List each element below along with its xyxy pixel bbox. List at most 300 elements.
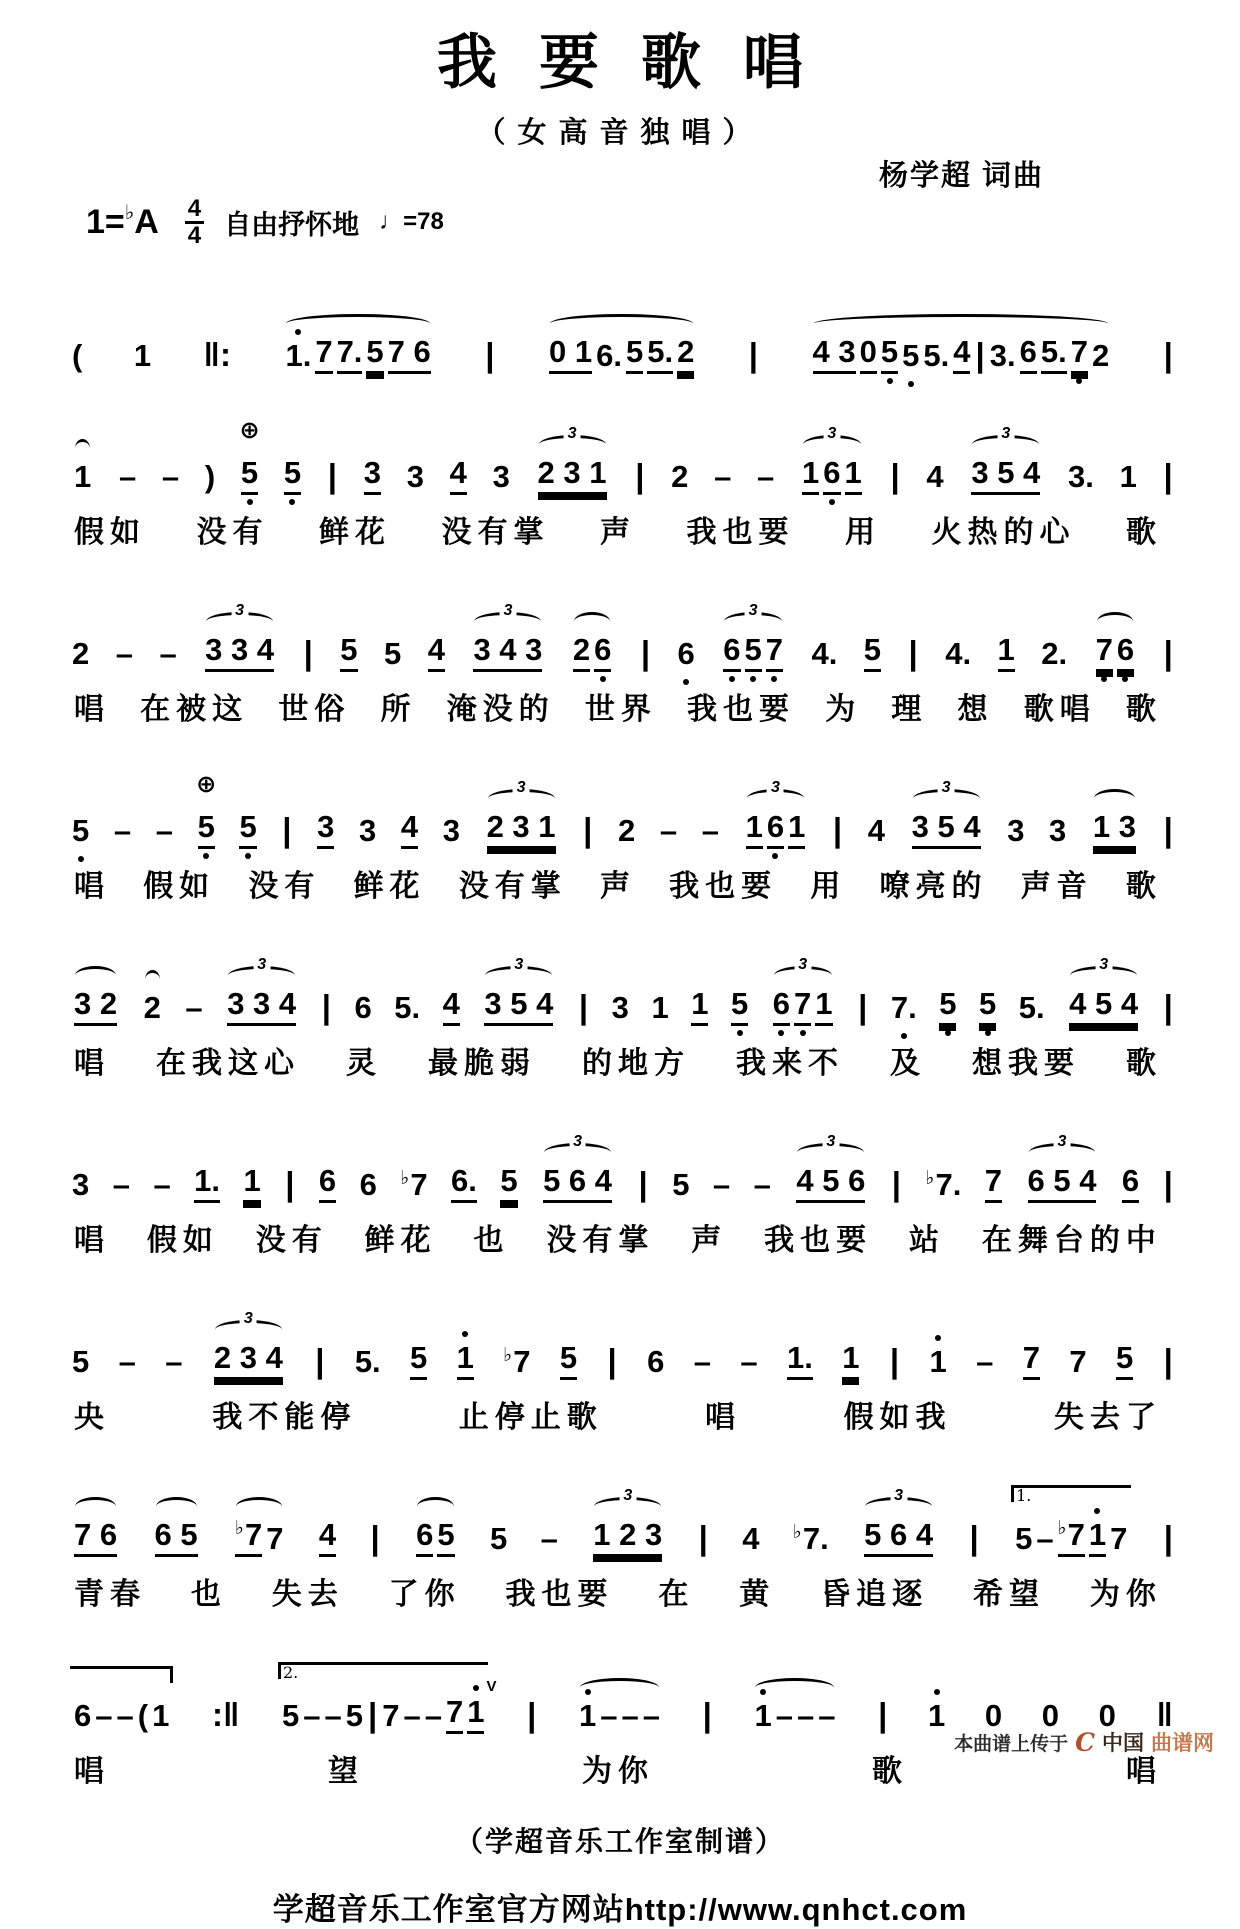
note-token: 7: [766, 632, 783, 672]
triplet-group: [721, 602, 785, 672]
note-token: 3 4 3: [473, 632, 542, 672]
note-token: –: [976, 1344, 994, 1380]
note-token: 1 3: [1093, 809, 1136, 849]
note-token: 5: [366, 334, 383, 374]
lyrics-row: [74, 1215, 1162, 1259]
note-token: –: [1036, 1521, 1054, 1557]
lyric-syllable: 在舞台的中: [981, 1224, 1162, 1257]
note-token: 0: [1098, 1698, 1116, 1734]
note-token: –: [159, 636, 177, 672]
lyric-syllable: 声: [691, 1224, 728, 1257]
lyric-syllable: 火热的心: [931, 516, 1076, 549]
note-token: –: [161, 459, 180, 495]
lyric-syllable: 站: [909, 1224, 945, 1257]
music-system: [70, 260, 1176, 374]
barline: |: [1163, 336, 1173, 374]
note-token: 4: [401, 809, 418, 849]
triplet-group: [910, 779, 983, 849]
note-token: 6: [773, 986, 790, 1026]
note-token: 5: [672, 1167, 690, 1203]
note-token: 5: [72, 813, 90, 849]
volta-group: [1013, 1486, 1129, 1557]
lyric-syllable: 歌唱: [1023, 693, 1096, 726]
barline: |: [1163, 1165, 1173, 1203]
volta-bracket: [278, 1662, 488, 1679]
note-token: 1: [998, 632, 1015, 672]
note-token: 7: [1096, 632, 1113, 672]
barline: |: [315, 1342, 325, 1380]
triplet-group: [794, 1133, 867, 1203]
triplet-number: 3: [822, 1134, 839, 1150]
note-token: 7: [985, 1163, 1002, 1203]
music-system: [70, 1266, 1176, 1436]
note-token: 2 3 4: [214, 1340, 283, 1380]
notes-row: [70, 1443, 1176, 1557]
note-token: –: [714, 459, 732, 495]
lyric-syllable: 了你: [388, 1578, 461, 1611]
notes-row: [70, 381, 1176, 495]
note-token: ): [204, 459, 216, 495]
lyric-syllable: 我也要: [505, 1578, 614, 1611]
note-token: 3: [611, 990, 629, 1026]
lyric-syllable: 想: [957, 693, 994, 726]
triplet-number: 3: [240, 1311, 257, 1327]
footer: [0, 1820, 1240, 1929]
note-token: –: [753, 1167, 771, 1203]
note-token: 2: [143, 990, 161, 1026]
lyric-syllable: 失去了: [1053, 1401, 1162, 1434]
lyric-syllable: 歌: [872, 1755, 908, 1788]
note-token: 6: [823, 455, 840, 495]
slur-arc: [580, 1678, 659, 1697]
note-token: 5: [902, 338, 920, 374]
note-token: 1: [845, 455, 862, 495]
barline: |: [878, 1696, 888, 1734]
triplet-group: [212, 1310, 285, 1380]
note-token: –: [153, 1167, 171, 1203]
note-token: 5: [1015, 1521, 1033, 1557]
note-token: 5: [1116, 1340, 1133, 1380]
note-token: 2: [617, 813, 636, 849]
note-token: 5.: [647, 334, 673, 374]
triplet-group: [862, 1487, 935, 1557]
expression-marking: 自由抒怀地: [224, 209, 360, 240]
lyric-syllable: 歌: [1125, 693, 1162, 726]
song-subtitle: （女高音独唱）: [476, 117, 764, 149]
volta-group: [72, 1698, 171, 1734]
slur-arc: [814, 314, 1109, 333]
music-system: [70, 1089, 1176, 1259]
time-signature: [185, 194, 204, 249]
lyric-syllable: 唱: [74, 1047, 110, 1080]
lyric-syllable: 为你: [582, 1755, 654, 1788]
lyric-syllable: 用: [845, 516, 881, 549]
slur-arc: [156, 1497, 197, 1516]
slur-arc: [755, 1678, 834, 1697]
note-token: 6 5 4: [1028, 1163, 1097, 1203]
note-token: –: [113, 813, 132, 849]
slur-group: [142, 990, 163, 1026]
note-token: 4 5 6: [796, 1163, 865, 1203]
lyric-syllable: 理: [891, 693, 928, 726]
lyric-syllable: 没有掌: [546, 1224, 655, 1257]
lyric-syllable: 没有掌: [458, 870, 567, 903]
note-token: 5: [626, 334, 643, 374]
notes-row: [70, 1089, 1176, 1203]
barline: |: [908, 634, 918, 672]
lyric-syllable: 没有: [255, 1224, 328, 1257]
lyric-syllable: 灵: [346, 1047, 382, 1080]
note-token: 1: [754, 1698, 772, 1734]
note-token: 2: [677, 334, 694, 374]
lyric-syllable: 希望: [973, 1578, 1045, 1611]
note-token: 2: [573, 632, 590, 672]
slur-group: [1094, 632, 1137, 672]
note-token: –: [424, 1698, 442, 1734]
lyric-syllable: 昏追逐: [820, 1578, 929, 1611]
triplet-number: 3: [499, 603, 516, 619]
note-token: 1.: [194, 1163, 220, 1203]
note-token: 4 3: [813, 334, 856, 374]
notes-row: [70, 558, 1176, 672]
note-token: 6.: [451, 1163, 477, 1203]
note-token: 3 5 4: [484, 986, 553, 1026]
note-token: –: [693, 1344, 711, 1380]
lyric-syllable: 青春: [74, 1578, 146, 1611]
lyric-syllable: 假如我: [843, 1401, 952, 1434]
note-token: 1: [842, 1340, 859, 1380]
lyrics-row: [74, 507, 1162, 551]
note-token: –: [115, 636, 133, 672]
lyric-syllable: 没有: [196, 516, 269, 549]
note-token: –: [403, 1698, 421, 1734]
note-token: –: [818, 1698, 836, 1734]
lyric-syllable: 假如: [74, 516, 146, 549]
triplet-number: 3: [794, 957, 811, 973]
lyrics-row: [74, 861, 1162, 905]
note-token: –: [621, 1698, 639, 1734]
triplet-number: 3: [745, 603, 762, 619]
slur-group: [72, 986, 119, 1026]
note-token: 6: [359, 1167, 377, 1203]
barline: |: [485, 336, 495, 374]
note-token: 6: [647, 1344, 665, 1380]
note-token: 2 3 1: [538, 455, 607, 495]
note-token: 1: [1119, 459, 1137, 495]
lyric-syllable: 失去: [271, 1578, 344, 1611]
note-token: 1: [651, 990, 669, 1026]
triplet-group: [541, 1133, 614, 1203]
lyric-syllable: 最脆弱: [428, 1047, 536, 1080]
notes-row: [70, 1620, 1176, 1734]
barline: |: [607, 1342, 617, 1380]
lyric-syllable: 止停止歌: [458, 1401, 603, 1434]
barline: |: [527, 1696, 537, 1734]
note-token: 1: [578, 1698, 597, 1734]
barline: |: [635, 457, 645, 495]
coda-sign: ⊕: [196, 771, 217, 799]
note-token: 5: [560, 1340, 577, 1380]
note-token: –: [659, 813, 678, 849]
note-token: ♭7: [1058, 1517, 1085, 1557]
music-system: [70, 912, 1176, 1082]
note-token: ♭7: [400, 1167, 428, 1203]
triplet-group: [203, 602, 276, 672]
note-token: (: [137, 1698, 149, 1734]
note-token: 7: [446, 1694, 463, 1734]
note-token: 4: [319, 1517, 336, 1557]
barline: |: [1163, 457, 1173, 495]
note-token: 7: [1023, 1340, 1040, 1380]
website-note: 学超音乐工作室官方网站http://www.qnhct.com: [272, 1892, 968, 1927]
lyric-syllable: 也: [190, 1578, 227, 1611]
triplet-number: 3: [510, 957, 527, 973]
note-token: 5 ⊕: [241, 455, 258, 495]
note-token: –: [118, 1344, 136, 1380]
slur-arc: [145, 970, 160, 989]
slur-arc: [417, 1497, 454, 1516]
note-token: 3: [1007, 813, 1025, 849]
note-token: 4: [953, 334, 970, 374]
note-token: 6: [767, 809, 784, 849]
note-token: 5: [340, 632, 357, 672]
note-token: 6: [723, 632, 740, 672]
note-token: ♭7.: [792, 1521, 829, 1557]
note-token: 3 3 4: [205, 632, 274, 672]
note-token: 5: [282, 1698, 300, 1734]
lyric-syllable: 的地方: [582, 1047, 690, 1080]
note-token: 1: [927, 1698, 946, 1734]
note-token: –: [324, 1698, 342, 1734]
lyric-syllable: 没有: [248, 870, 321, 903]
note-token: 7: [1110, 1521, 1128, 1557]
note-token: 2: [1091, 338, 1110, 374]
music-system: [70, 1620, 1176, 1790]
notes-row: [70, 260, 1176, 374]
lyric-syllable: 声音: [1020, 870, 1093, 903]
slur-group: [547, 334, 696, 374]
note-token: 2: [72, 636, 90, 672]
triplet-group: [225, 956, 298, 1026]
triplet-group: [1026, 1133, 1099, 1203]
note-token: 4: [867, 813, 886, 849]
note-token: 3 5 4: [912, 809, 981, 849]
lyric-syllable: 用: [810, 870, 847, 903]
lyric-syllable: 我不能停: [212, 1401, 357, 1434]
note-token: 3 5 4: [971, 455, 1040, 495]
lyric-syllable: 歌: [1126, 516, 1162, 549]
note-token: –: [775, 1698, 793, 1734]
slur-group: [1091, 809, 1138, 849]
note-token: 4: [443, 986, 460, 1026]
note-token: 5: [731, 986, 748, 1026]
triplet-group: [771, 956, 835, 1026]
note-token: 6 5: [155, 1517, 198, 1557]
barline: |: [832, 811, 843, 849]
note-token: 7.: [337, 334, 363, 374]
note-token: 3: [317, 809, 334, 849]
barline: |: [370, 1519, 380, 1557]
triplet-group: [1067, 956, 1140, 1026]
note-token: –: [740, 1344, 758, 1380]
note-token: 7: [1069, 1344, 1087, 1380]
note-token: 5 ⊕: [198, 809, 215, 849]
lyric-syllable: 唱: [1126, 1755, 1162, 1788]
note-token: 1: [133, 338, 152, 374]
triplet-number: 3: [253, 957, 270, 973]
music-system: [70, 1443, 1176, 1613]
flat-accidental: ♭: [503, 1345, 513, 1367]
key-letter: A: [134, 202, 159, 241]
slur-group: [153, 1517, 200, 1557]
note-token: 5: [745, 632, 762, 672]
note-token: 1: [457, 1340, 474, 1380]
lyric-syllable: 也: [473, 1224, 510, 1257]
note-token: 7: [1071, 334, 1088, 374]
barline: |: [748, 336, 759, 374]
barline: |: [890, 457, 900, 495]
barline: |: [1163, 988, 1173, 1026]
coda-sign: ⊕: [239, 417, 260, 445]
note-token: –: [185, 990, 203, 1026]
note-token: 2: [671, 459, 689, 495]
triplet-number: 3: [513, 780, 530, 796]
note-token: 6: [677, 636, 695, 672]
music-systems: [70, 260, 1176, 1790]
note-token: 1.: [285, 338, 312, 374]
note-token: 4: [450, 455, 467, 495]
note-token: 6: [354, 990, 372, 1026]
lyric-syllable: 唱: [74, 1224, 110, 1257]
lyric-syllable: 声: [599, 870, 636, 903]
triplet-group: [591, 1487, 664, 1557]
lyric-syllable: 黄: [739, 1578, 776, 1611]
triplet-group: [482, 956, 555, 1026]
barline: |: [640, 634, 651, 672]
note-token: 1: [691, 986, 708, 1026]
note-token: –: [757, 459, 775, 495]
lyric-syllable: 世界: [584, 693, 657, 726]
note-token: 6: [319, 1163, 336, 1203]
slur-group: [72, 459, 93, 495]
note-token: 5 6 4: [543, 1163, 612, 1203]
note-token: 1: [788, 809, 805, 849]
notes-row: [70, 912, 1176, 1026]
barline: |: [1163, 634, 1173, 672]
lyric-syllable: 我来不: [736, 1047, 844, 1080]
note-token: –: [118, 459, 137, 495]
slur-group: [811, 334, 1112, 374]
slur-arc: [75, 1497, 116, 1516]
slur-arc: [1094, 789, 1135, 808]
barline: |: [1163, 1519, 1173, 1557]
note-token: 5.: [1018, 990, 1045, 1026]
barline: |: [327, 457, 338, 495]
lyric-syllable: 假如: [146, 1224, 219, 1257]
lyric-syllable: 央: [74, 1401, 110, 1434]
note-token: 5.: [394, 990, 421, 1026]
flat-accidental: ♭: [1057, 1518, 1067, 1540]
note-token: –: [642, 1698, 660, 1734]
note-token: 4: [742, 1521, 760, 1557]
slur-group: [72, 1517, 119, 1557]
lyric-syllable: 嘹亮的: [879, 870, 988, 903]
barline: ‖:: [203, 336, 231, 374]
lyric-syllable: 想我要: [972, 1047, 1080, 1080]
note-token: 6: [1122, 1163, 1139, 1203]
note-token: 3.: [989, 338, 1016, 374]
lyrics-row: [74, 1392, 1162, 1436]
triplet-group: [471, 602, 544, 672]
site-name-light: 曲谱网: [1151, 1732, 1214, 1755]
note-token: 3: [364, 455, 381, 495]
barline: |: [638, 1165, 648, 1203]
lyric-syllable: 我也要: [669, 870, 778, 903]
note-token: 5.: [354, 1344, 381, 1380]
lyric-syllable: 所: [380, 693, 417, 726]
time-denominator: 4: [185, 221, 204, 248]
barline: |: [303, 634, 313, 672]
note-token: 6: [416, 1517, 433, 1557]
note-token: 5: [384, 636, 402, 672]
note-token: 0: [860, 334, 877, 374]
slur-arc: [75, 439, 90, 458]
note-token: 5: [284, 455, 301, 495]
key-signature: [86, 203, 159, 242]
lyric-syllable: 没有掌: [441, 516, 550, 549]
slur-arc: [236, 1497, 282, 1516]
note-token: 3: [406, 459, 424, 495]
composer-credit: 杨学超 词曲: [878, 160, 1044, 192]
note-token: 1: [815, 986, 832, 1026]
lyric-syllable: 鲜花: [364, 1224, 437, 1257]
note-token: 6.: [596, 338, 622, 374]
music-system: [70, 735, 1176, 905]
note-token: 7: [794, 986, 811, 1026]
lyric-syllable: 唱: [74, 1755, 110, 1788]
notes-row: [70, 735, 1176, 849]
triplet-group: [969, 425, 1042, 495]
note-token: 3: [72, 1167, 90, 1203]
note-token: 2 3 1: [487, 809, 556, 849]
volta-number: 1.: [1016, 1486, 1032, 1506]
slur-group: [752, 1698, 837, 1734]
triplet-number: 3: [938, 780, 955, 796]
note-token: ♭7: [235, 1517, 262, 1557]
note-token: 7 6: [388, 334, 431, 374]
note-token: 4.: [811, 636, 838, 672]
note-token: ♭7: [503, 1344, 531, 1380]
note-token: 3: [492, 459, 510, 495]
site-name-dark: 中国: [1102, 1732, 1144, 1755]
music-system: [70, 381, 1176, 551]
engraver-note: （学超音乐工作室制谱）: [454, 1826, 785, 1857]
lyric-syllable: 歌: [1126, 1047, 1162, 1080]
barline: ‖: [1156, 1696, 1173, 1734]
note-token: 1: [74, 459, 92, 495]
upload-note: 本曲谱上传于: [954, 1733, 1069, 1755]
note-token: 7: [266, 1521, 284, 1557]
song-title: 我要歌唱: [437, 29, 845, 96]
note-token: 3: [1049, 813, 1067, 849]
note-token: 5: [500, 1163, 517, 1203]
note-token: 3 2: [74, 986, 117, 1026]
breath-mark: V: [486, 1678, 497, 1696]
lyric-syllable: 为你: [1089, 1578, 1162, 1611]
note-token: 1.: [787, 1340, 813, 1380]
note-token: 7: [382, 1698, 400, 1734]
flat-accidental: ♭: [235, 1518, 244, 1540]
